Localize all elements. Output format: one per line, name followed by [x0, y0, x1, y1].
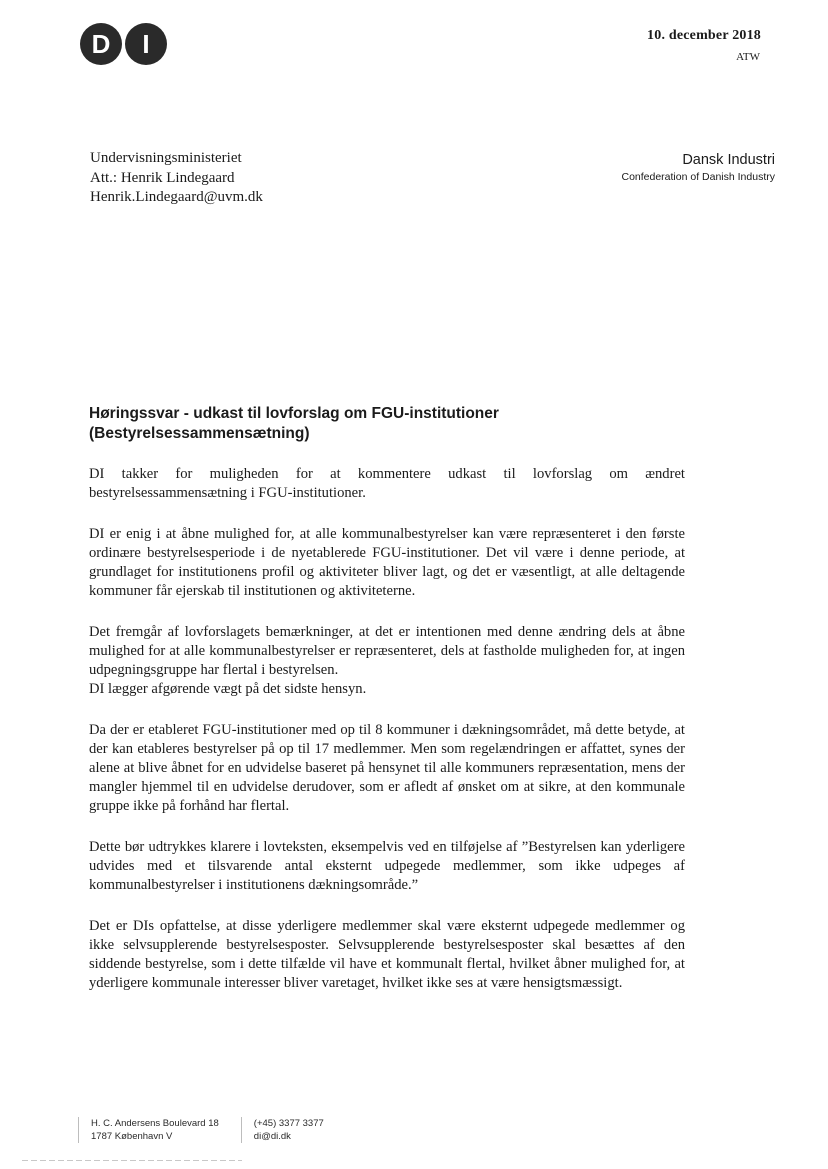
di-logo: [80, 23, 167, 65]
body-paragraph: Da der er etableret FGU-institutioner med op til 8 kommuner i dækningsområdet, må dette betyde, at der kan etableres bestyrelser på op til 17 medlemmer. Men som regelændringen er affattet, synes der alene at blive åbnet for en udvidelse baseret på hensynet til alle kommuners repræsentation, mens der mangler hjemmel til en udvidelse derudover, som er afledt af ønsket om at sikre, at den kommunale gruppe ikke på forhånd har flertal.: [89, 722, 685, 814]
footer-city: 1787 København V: [91, 1131, 173, 1142]
footer-address: [78, 1117, 219, 1143]
footer-email: di@di.dk: [253, 1131, 291, 1142]
heading-line-2: (Bestyrelsessammensætning): [89, 425, 310, 442]
logo-letter-i: I: [125, 23, 167, 65]
recipient-attention: Att.: Henrik Lindegaard: [90, 169, 235, 186]
recipient-email: Henrik.Lindegaard@uvm.dk: [90, 189, 263, 205]
body-paragraph: Det fremgår af lovforslagets bemærkninger, at det er intentionen med denne ændring dels at åbne mulighed for at alle kommunalbestyrelser er repræsenteret, dels at fastholde muligheden for, at ingen udpegningsgruppe har flertal i bestyrelsen.: [89, 624, 685, 678]
footer-contact: [241, 1117, 324, 1143]
body-paragraph: Dette bør udtrykkes klarere i lovteksten, eksempelvis ved en tilføjelse af ”Bestyrelsen kan yderligere udvides med et tilsvarende antal eksternt udpegede medlemmer, som ikke udpeges af kommunalbestyrelser i institutionens dækningsområde.”: [89, 839, 685, 893]
body-paragraph: DI lægger afgørende vægt på det sidste hensyn.: [89, 681, 367, 697]
sender-name: Dansk Industri: [682, 152, 775, 168]
body-paragraph: Det er DIs opfattelse, at disse yderligere medlemmer skal være eksternt udpegede medlemmer og ikke selvsupplerende bestyrelsesposter. Selvsupplerende bestyrelsesposter skal besættes af den siddende bestyrelse, som i dette tilfælde vil have et kommunalt flertal, hvilket åbner mulighed for, at yderligere kommunale interesser bliver varetaget, hvilket ikke ses at være hensigtsmæssigt.: [89, 918, 685, 991]
letter-body: [89, 465, 685, 1015]
body-paragraph: DI er enig i at åbne mulighed for, at alle kommunalbestyrelser kan være repræsenteret i den første ordinære bestyrelsesperiode i de nyetablerede FGU-institutioner. Det vil være i denne periode, at grundlaget for institutionens profil og aktiviteter bliver lagt, og det er væsentligt, at alle deltagende kommuner får ejerskab til institutionen og aktiviteterne.: [89, 526, 685, 599]
sender-subtitle: Confederation of Danish Industry: [621, 171, 775, 183]
recipient-organization: Undervisningsministeriet: [90, 150, 242, 166]
logo-letter-d: D: [80, 23, 122, 65]
footer-phone: (+45) 3377 3377: [253, 1118, 324, 1129]
author-initials: ATW: [736, 51, 760, 63]
letter-footer: [78, 1117, 324, 1143]
letter-date: 10. december 2018: [647, 28, 761, 43]
recipient-address: [90, 149, 263, 208]
heading-line-1: Høringssvar - udkast til lovforslag om FGU-institutioner: [89, 405, 499, 422]
body-paragraph: DI takker for muligheden for at kommentere udkast til lovforslag om ændret bestyrelsessammensætning i FGU-institutioner.: [89, 466, 685, 501]
sender-block: [621, 151, 775, 185]
letter-heading: [89, 404, 589, 444]
scan-artifact-line: [22, 1160, 242, 1161]
footer-street: H. C. Andersens Boulevard 18: [91, 1118, 219, 1129]
